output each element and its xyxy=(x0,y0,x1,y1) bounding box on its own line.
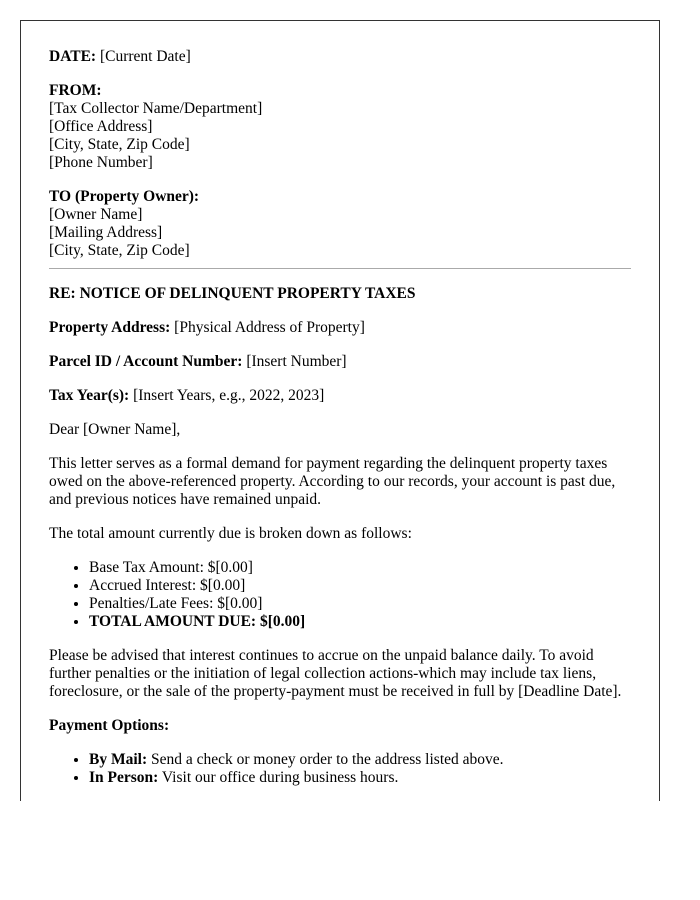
from-label: FROM: xyxy=(49,82,102,99)
breakdown-intro: The total amount currently due is broken down as follows: xyxy=(49,525,412,542)
date-line xyxy=(49,48,631,66)
from-line: [Phone Number] xyxy=(49,154,153,171)
payment-options-list xyxy=(49,751,631,787)
parcel-label: Parcel ID / Account Number: xyxy=(49,353,243,370)
advisory-paragraph: Please be advised that interest continues to accrue on the unpaid balance daily. To avoid further penalties or the initiation of legal collection actions-which may include tax liens, foreclosure, or the sale of the property-payment must be received in full by [Deadline Date]. xyxy=(49,647,622,700)
tax-years-label: Tax Year(s): xyxy=(49,387,130,404)
tax-years-value: [Insert Years, e.g., 2022, 2023] xyxy=(129,387,325,404)
section-divider xyxy=(49,268,631,269)
payment-option-text: Visit our office during business hours. xyxy=(158,769,399,786)
to-line: [Mailing Address] xyxy=(49,224,163,241)
letter-page xyxy=(20,20,660,801)
payment-option-label: In Person: xyxy=(89,769,159,786)
from-line: [Office Address] xyxy=(49,118,153,135)
parcel-value: [Insert Number] xyxy=(242,353,347,370)
tax-years-line xyxy=(49,387,631,405)
date-value: [Current Date] xyxy=(96,48,191,65)
to-label: TO (Property Owner): xyxy=(49,188,200,205)
list-item-base-tax: • Base Tax Amount: $[0.00] xyxy=(89,559,631,577)
list-item-total: • TOTAL AMOUNT DUE: $[0.00] xyxy=(89,613,631,631)
payment-options-heading: Payment Options: xyxy=(49,717,170,734)
breakdown-list xyxy=(49,559,631,631)
intro-paragraph: This letter serves as a formal demand for payment regarding the delinquent property taxes owed on the above-referenced property. According to our records, your account is past due, and previous notices have remained unpaid. xyxy=(49,455,616,508)
subject-line: RE: NOTICE OF DELINQUENT PROPERTY TAXES xyxy=(49,285,416,302)
list-item-interest: • Accrued Interest: $[0.00] xyxy=(89,577,631,595)
list-item-by-mail xyxy=(89,751,631,769)
to-block xyxy=(49,188,631,260)
list-item-penalties: • Penalties/Late Fees: $[0.00] xyxy=(89,595,631,613)
parcel-line xyxy=(49,353,631,371)
to-line: [Owner Name] xyxy=(49,206,143,223)
property-address-value: [Physical Address of Property] xyxy=(170,319,365,336)
from-line: [City, State, Zip Code] xyxy=(49,136,190,153)
from-line: [Tax Collector Name/Department] xyxy=(49,100,263,117)
from-block xyxy=(49,82,631,172)
payment-option-label: By Mail: xyxy=(89,751,148,768)
payment-option-text: Send a check or money order to the address listed above. xyxy=(147,751,504,768)
salutation: Dear [Owner Name], xyxy=(49,421,181,438)
property-address-line xyxy=(49,319,631,337)
to-line: [City, State, Zip Code] xyxy=(49,242,190,259)
property-address-label: Property Address: xyxy=(49,319,171,336)
date-label: DATE: xyxy=(49,48,97,65)
list-item-in-person xyxy=(89,769,631,787)
